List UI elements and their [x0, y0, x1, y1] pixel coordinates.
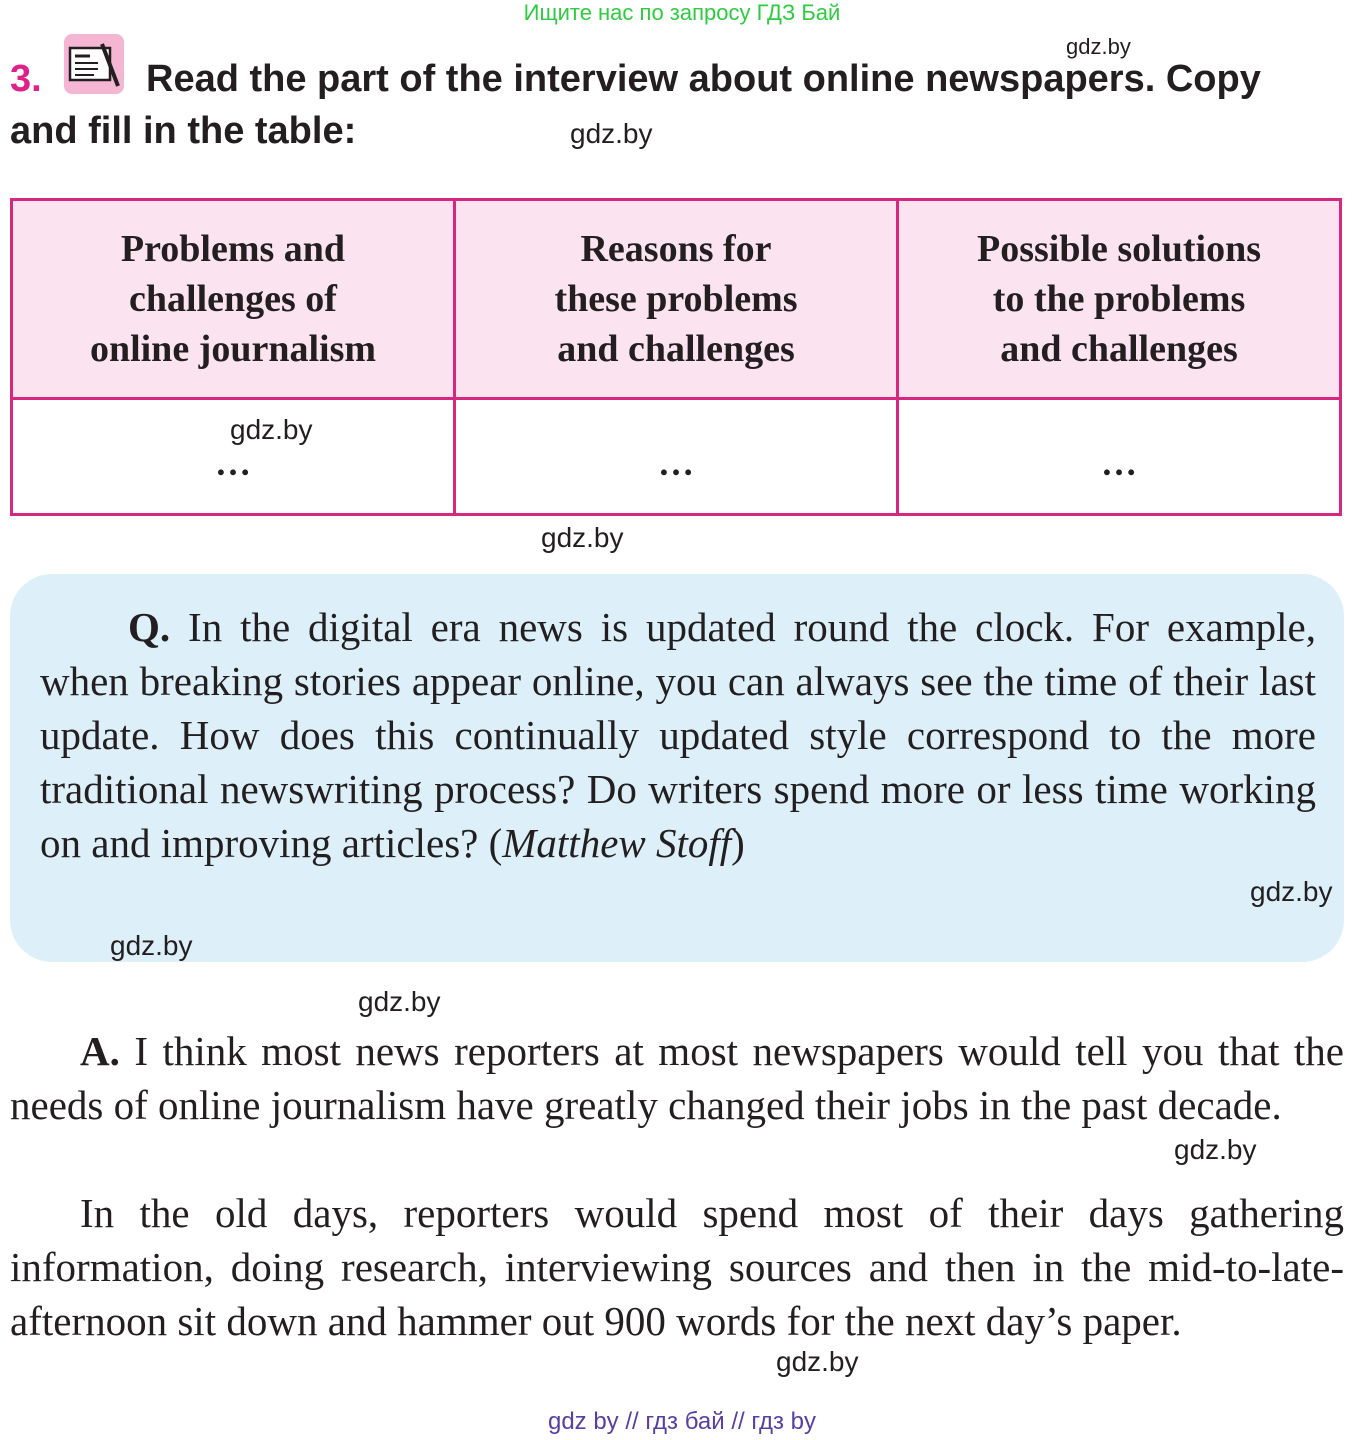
question-label: Q. — [128, 604, 171, 650]
column-header-reasons: Reasons for these problems and challenges — [455, 200, 898, 399]
watermark: gdz.by — [1174, 1134, 1257, 1165]
answer-paragraph-1: A. I think most news reporters at most newspapers would tell you that the needs of online journalism have greatly changed their jobs in the past decade. — [10, 1028, 1345, 1128]
table-cell: … — [898, 399, 1341, 515]
table-row — [12, 399, 1341, 515]
table-header-row — [12, 200, 1341, 399]
table-cell: … — [455, 399, 898, 515]
search-hint-banner: Ищите нас по запросу ГДЗ Бай — [523, 0, 841, 25]
column-header-solutions: Possible solutions to the problems and challenges — [898, 200, 1341, 399]
task-instruction-line-1: Read the part of the interview about online newspapers. Copy — [146, 58, 1261, 100]
watermark: gdz.by — [110, 930, 193, 961]
watermark: gdz.by — [541, 522, 624, 553]
answer-label: A. — [80, 1028, 120, 1074]
watermark: gdz.by — [570, 118, 653, 149]
reading-book-icon — [64, 34, 124, 94]
question-text: Q. In the digital era news is updated round the clock. For example, when breaking stories appear online, you can always see the time of their last update. How does this continually updated style correspond to the more traditional newswriting process? Do writers spend more or less time working on and improving articles? (Matthew Stoff) — [40, 604, 1317, 866]
answer-paragraph-2: In the old days, reporters would spend most of their days gathering information, doing research, interviewing sources and then in the mid-to-late-afternoon sit down and hammer out 900 words for the next day’s paper. — [10, 1190, 1344, 1344]
task-instruction-line-2: and fill in the table: — [10, 110, 357, 152]
footer-watermark: gdz by // гдз бай // гдз by — [547, 1408, 817, 1435]
task-number: 3. — [10, 58, 42, 100]
table-cell: … — [12, 399, 455, 515]
watermark: gdz.by — [230, 414, 313, 445]
column-header-problems: Problems and challenges of online journalism — [12, 200, 455, 399]
watermark: gdz.by — [358, 986, 441, 1017]
watermark: gdz.by — [1066, 34, 1131, 59]
fill-in-table — [10, 198, 1342, 516]
watermark: gdz.by — [1250, 876, 1333, 907]
watermark: gdz.by — [776, 1346, 859, 1377]
question-author: Matthew Stoff — [502, 820, 732, 866]
